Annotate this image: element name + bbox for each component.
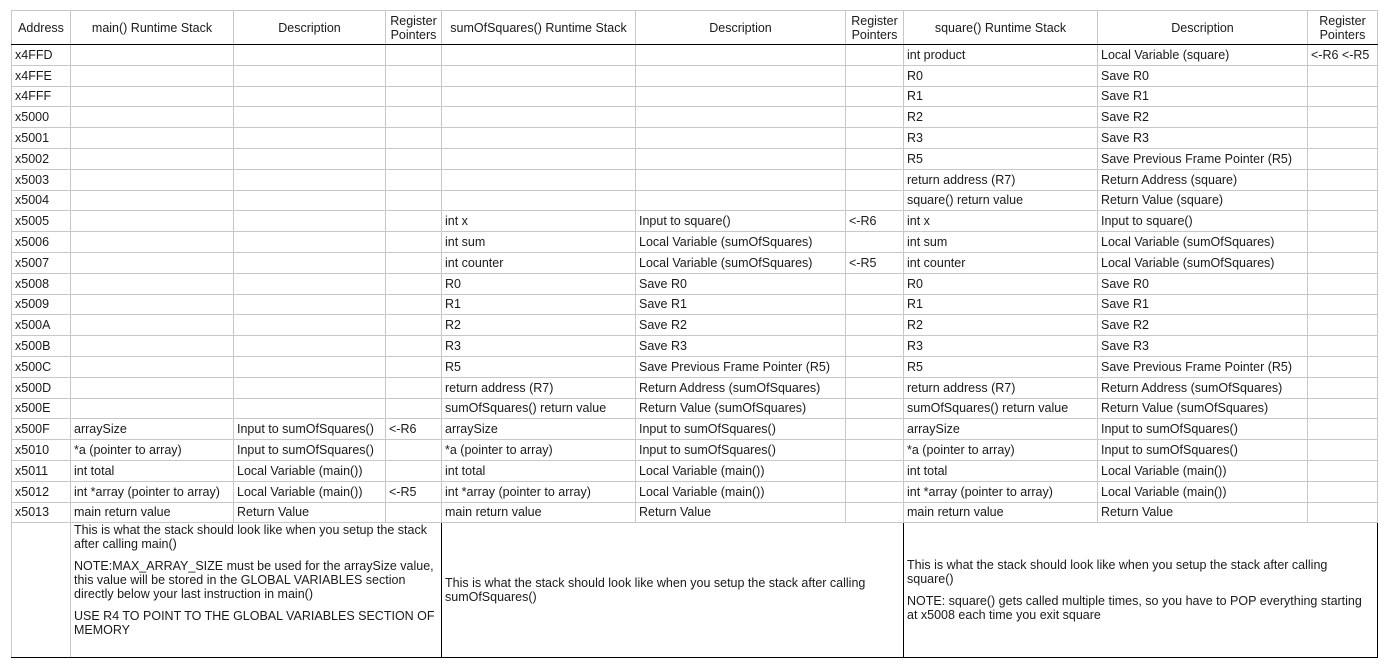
sumofsquares-pointer-cell bbox=[846, 460, 904, 481]
square-description-cell: Save Previous Frame Pointer (R5) bbox=[1098, 356, 1308, 377]
sumofsquares-description-cell bbox=[636, 148, 846, 169]
main-stack-cell: int *array (pointer to array) bbox=[71, 481, 234, 502]
sumofsquares-stack-cell bbox=[442, 107, 636, 128]
address-cell: x5006 bbox=[12, 232, 71, 253]
sumofsquares-description-cell: Save R3 bbox=[636, 336, 846, 357]
square-pointer-cell bbox=[1308, 148, 1378, 169]
main-stack-cell bbox=[71, 398, 234, 419]
square-stack-cell: R3 bbox=[904, 336, 1098, 357]
main-description-cell bbox=[234, 336, 386, 357]
square-pointer-cell bbox=[1308, 65, 1378, 86]
main-description-cell bbox=[234, 294, 386, 315]
table-row bbox=[12, 128, 1378, 149]
sumofsquares-stack-cell: R2 bbox=[442, 315, 636, 336]
main-stack-cell bbox=[71, 273, 234, 294]
main-stack-cell bbox=[71, 148, 234, 169]
header-square-register-pointers: Register Pointers bbox=[1308, 11, 1378, 45]
main-pointer-cell bbox=[386, 86, 442, 107]
square-description-cell: Local Variable (sumOfSquares) bbox=[1098, 232, 1308, 253]
square-description-cell: Save R3 bbox=[1098, 336, 1308, 357]
square-description-cell: Input to sumOfSquares() bbox=[1098, 440, 1308, 461]
main-stack-cell bbox=[71, 315, 234, 336]
address-cell: x5010 bbox=[12, 440, 71, 461]
square-pointer-cell bbox=[1308, 419, 1378, 440]
square-description-cell: Local Variable (sumOfSquares) bbox=[1098, 252, 1308, 273]
address-cell: x4FFE bbox=[12, 65, 71, 86]
square-stack-cell: R5 bbox=[904, 148, 1098, 169]
table-row bbox=[12, 294, 1378, 315]
sumofsquares-pointer-cell bbox=[846, 128, 904, 149]
main-stack-cell bbox=[71, 107, 234, 128]
sumofsquares-description-cell bbox=[636, 190, 846, 211]
sumofsquares-description-cell: Input to sumOfSquares() bbox=[636, 419, 846, 440]
header-main-stack: main() Runtime Stack bbox=[71, 11, 234, 45]
main-description-cell bbox=[234, 356, 386, 377]
address-cell: x5003 bbox=[12, 169, 71, 190]
table-row bbox=[12, 169, 1378, 190]
main-description-cell: Local Variable (main()) bbox=[234, 481, 386, 502]
sumofsquares-stack-cell bbox=[442, 86, 636, 107]
sumofsquares-pointer-cell bbox=[846, 65, 904, 86]
square-description-cell: Return Value (sumOfSquares) bbox=[1098, 398, 1308, 419]
main-stack-cell bbox=[71, 128, 234, 149]
main-pointer-cell bbox=[386, 294, 442, 315]
square-stack-cell: R0 bbox=[904, 273, 1098, 294]
main-description-cell bbox=[234, 65, 386, 86]
sumofsquares-pointer-cell bbox=[846, 86, 904, 107]
sumofsquares-description-cell bbox=[636, 169, 846, 190]
square-stack-cell: int sum bbox=[904, 232, 1098, 253]
square-stack-cell: R2 bbox=[904, 107, 1098, 128]
square-description-cell: Local Variable (main()) bbox=[1098, 460, 1308, 481]
square-pointer-cell bbox=[1308, 481, 1378, 502]
sumofsquares-pointer-cell bbox=[846, 169, 904, 190]
main-stack-cell bbox=[71, 336, 234, 357]
table-row bbox=[12, 107, 1378, 128]
square-pointer-cell bbox=[1308, 273, 1378, 294]
sumofsquares-description-cell bbox=[636, 65, 846, 86]
table-row bbox=[12, 315, 1378, 336]
main-notes bbox=[71, 523, 442, 658]
sumofsquares-description-cell bbox=[636, 45, 846, 66]
header-address: Address bbox=[12, 11, 71, 45]
sumofsquares-pointer-cell bbox=[846, 107, 904, 128]
address-cell: x5008 bbox=[12, 273, 71, 294]
table-row bbox=[12, 273, 1378, 294]
sumofsquares-stack-cell: R1 bbox=[442, 294, 636, 315]
note-paragraph: NOTE: square() gets called multiple times, so you have to POP everything starting at x5008 each time you exit square bbox=[907, 594, 1362, 623]
main-description-cell bbox=[234, 398, 386, 419]
table-row bbox=[12, 377, 1378, 398]
square-pointer-cell bbox=[1308, 356, 1378, 377]
square-description-cell: Save R1 bbox=[1098, 86, 1308, 107]
main-description-cell bbox=[234, 45, 386, 66]
square-pointer-cell bbox=[1308, 107, 1378, 128]
address-cell: x4FFF bbox=[12, 86, 71, 107]
address-cell: x5004 bbox=[12, 190, 71, 211]
square-stack-cell: return address (R7) bbox=[904, 377, 1098, 398]
address-cell: x4FFD bbox=[12, 45, 71, 66]
main-description-cell: Local Variable (main()) bbox=[234, 460, 386, 481]
square-pointer-cell bbox=[1308, 252, 1378, 273]
square-description-cell: Return Address (sumOfSquares) bbox=[1098, 377, 1308, 398]
sumofsquares-description-cell: Local Variable (main()) bbox=[636, 481, 846, 502]
address-cell: x500B bbox=[12, 336, 71, 357]
main-stack-cell bbox=[71, 45, 234, 66]
main-pointer-cell bbox=[386, 315, 442, 336]
square-pointer-cell bbox=[1308, 294, 1378, 315]
sumofsquares-pointer-cell bbox=[846, 336, 904, 357]
note-paragraph: This is what the stack should look like when you setup the stack after calling square() bbox=[907, 558, 1328, 587]
main-pointer-cell bbox=[386, 169, 442, 190]
square-pointer-cell bbox=[1308, 315, 1378, 336]
sumofsquares-pointer-cell bbox=[846, 481, 904, 502]
square-pointer-cell bbox=[1308, 128, 1378, 149]
square-description-cell: Save R1 bbox=[1098, 294, 1308, 315]
main-description-cell bbox=[234, 148, 386, 169]
square-stack-cell: *a (pointer to array) bbox=[904, 440, 1098, 461]
table-row bbox=[12, 336, 1378, 357]
sumofsquares-pointer-cell bbox=[846, 273, 904, 294]
main-pointer-cell bbox=[386, 45, 442, 66]
header-main-description: Description bbox=[234, 11, 386, 45]
address-cell: x500C bbox=[12, 356, 71, 377]
main-stack-cell: int total bbox=[71, 460, 234, 481]
square-stack-cell: int total bbox=[904, 460, 1098, 481]
main-description-cell bbox=[234, 169, 386, 190]
address-cell: x5007 bbox=[12, 252, 71, 273]
main-description-cell bbox=[234, 190, 386, 211]
main-stack-cell bbox=[71, 252, 234, 273]
sumofsquares-description-cell: Local Variable (main()) bbox=[636, 460, 846, 481]
note-paragraph: This is what the stack should look like when you setup the stack after calling main() bbox=[74, 523, 427, 552]
sumofsquares-pointer-cell bbox=[846, 377, 904, 398]
main-description-cell bbox=[234, 273, 386, 294]
square-pointer-cell: <-R6 <-R5 bbox=[1308, 45, 1378, 66]
square-description-cell: Local Variable (square) bbox=[1098, 45, 1308, 66]
square-stack-cell: square() return value bbox=[904, 190, 1098, 211]
square-description-cell: Save R0 bbox=[1098, 65, 1308, 86]
square-stack-cell: R3 bbox=[904, 128, 1098, 149]
square-notes bbox=[904, 523, 1378, 658]
sumofsquares-pointer-cell bbox=[846, 190, 904, 211]
address-cell: x5012 bbox=[12, 481, 71, 502]
main-pointer-cell bbox=[386, 440, 442, 461]
main-pointer-cell bbox=[386, 377, 442, 398]
table-row bbox=[12, 232, 1378, 253]
sumofsquares-stack-cell bbox=[442, 190, 636, 211]
sumofsquares-pointer-cell bbox=[846, 315, 904, 336]
main-pointer-cell bbox=[386, 148, 442, 169]
sumofsquares-description-cell: Input to sumOfSquares() bbox=[636, 440, 846, 461]
table-body bbox=[12, 11, 1378, 658]
sumofsquares-stack-cell: *a (pointer to array) bbox=[442, 440, 636, 461]
sumofsquares-description-cell: Return Value (sumOfSquares) bbox=[636, 398, 846, 419]
square-description-cell: Save R2 bbox=[1098, 315, 1308, 336]
main-pointer-cell: <-R6 bbox=[386, 419, 442, 440]
sumofsquares-description-cell: Return Value bbox=[636, 502, 846, 523]
main-pointer-cell bbox=[386, 502, 442, 523]
main-pointer-cell bbox=[386, 273, 442, 294]
main-stack-cell bbox=[71, 294, 234, 315]
square-stack-cell: return address (R7) bbox=[904, 169, 1098, 190]
sumofsquares-pointer-cell bbox=[846, 502, 904, 523]
table-row bbox=[12, 148, 1378, 169]
sumofsquares-pointer-cell bbox=[846, 45, 904, 66]
square-pointer-cell bbox=[1308, 336, 1378, 357]
table-row bbox=[12, 86, 1378, 107]
square-stack-cell: arraySize bbox=[904, 419, 1098, 440]
main-pointer-cell bbox=[386, 252, 442, 273]
header-square-description: Description bbox=[1098, 11, 1308, 45]
address-cell: x5013 bbox=[12, 502, 71, 523]
note-paragraph: This is what the stack should look like when you setup the stack after calling sumOfSquares() bbox=[445, 576, 866, 605]
sumofsquares-stack-cell bbox=[442, 148, 636, 169]
main-stack-cell: arraySize bbox=[71, 419, 234, 440]
sumofsquares-description-cell: Save Previous Frame Pointer (R5) bbox=[636, 356, 846, 377]
square-pointer-cell bbox=[1308, 86, 1378, 107]
main-pointer-cell bbox=[386, 356, 442, 377]
table-row bbox=[12, 398, 1378, 419]
square-pointer-cell bbox=[1308, 398, 1378, 419]
sumofsquares-pointer-cell bbox=[846, 294, 904, 315]
sumofsquares-pointer-cell bbox=[846, 356, 904, 377]
sumofsquares-description-cell: Input to square() bbox=[636, 211, 846, 232]
main-description-cell bbox=[234, 211, 386, 232]
sumofsquares-pointer-cell bbox=[846, 419, 904, 440]
sumofsquares-pointer-cell bbox=[846, 440, 904, 461]
square-description-cell: Local Variable (main()) bbox=[1098, 481, 1308, 502]
main-pointer-cell bbox=[386, 128, 442, 149]
sumofsquares-stack-cell: int sum bbox=[442, 232, 636, 253]
table-row bbox=[12, 252, 1378, 273]
main-description-cell bbox=[234, 232, 386, 253]
main-description-cell bbox=[234, 107, 386, 128]
square-description-cell: Save R3 bbox=[1098, 128, 1308, 149]
table-row bbox=[12, 419, 1378, 440]
address-cell: x5009 bbox=[12, 294, 71, 315]
main-stack-cell bbox=[71, 356, 234, 377]
sumofsquares-stack-cell: int total bbox=[442, 460, 636, 481]
header-sumofsquares-stack: sumOfSquares() Runtime Stack bbox=[442, 11, 636, 45]
sumofsquares-stack-cell: arraySize bbox=[442, 419, 636, 440]
sumofsquares-description-cell: Local Variable (sumOfSquares) bbox=[636, 232, 846, 253]
main-pointer-cell bbox=[386, 211, 442, 232]
sumofsquares-stack-cell: R5 bbox=[442, 356, 636, 377]
main-stack-cell: main return value bbox=[71, 502, 234, 523]
sumofsquares-pointer-cell: <-R6 bbox=[846, 211, 904, 232]
table-row bbox=[12, 460, 1378, 481]
table-row bbox=[12, 190, 1378, 211]
sumofsquares-pointer-cell: <-R5 bbox=[846, 252, 904, 273]
square-description-cell: Input to sumOfSquares() bbox=[1098, 419, 1308, 440]
address-cell: x5005 bbox=[12, 211, 71, 232]
sumofsquares-description-cell: Local Variable (sumOfSquares) bbox=[636, 252, 846, 273]
square-pointer-cell bbox=[1308, 190, 1378, 211]
main-stack-cell bbox=[71, 86, 234, 107]
square-pointer-cell bbox=[1308, 232, 1378, 253]
square-pointer-cell bbox=[1308, 211, 1378, 232]
main-description-cell bbox=[234, 128, 386, 149]
main-stack-cell bbox=[71, 190, 234, 211]
square-description-cell: Save R2 bbox=[1098, 107, 1308, 128]
sumofsquares-stack-cell bbox=[442, 169, 636, 190]
main-description-cell bbox=[234, 377, 386, 398]
square-description-cell: Return Address (square) bbox=[1098, 169, 1308, 190]
table-row bbox=[12, 481, 1378, 502]
square-stack-cell: int *array (pointer to array) bbox=[904, 481, 1098, 502]
square-stack-cell: int counter bbox=[904, 252, 1098, 273]
sumofsquares-description-cell: Return Address (sumOfSquares) bbox=[636, 377, 846, 398]
square-stack-cell: R2 bbox=[904, 315, 1098, 336]
sumofsquares-description-cell: Save R0 bbox=[636, 273, 846, 294]
sumofsquares-pointer-cell bbox=[846, 232, 904, 253]
square-pointer-cell bbox=[1308, 377, 1378, 398]
main-description-cell: Input to sumOfSquares() bbox=[234, 440, 386, 461]
main-stack-cell bbox=[71, 232, 234, 253]
table-row bbox=[12, 356, 1378, 377]
main-description-cell: Input to sumOfSquares() bbox=[234, 419, 386, 440]
note-paragraph: USE R4 TO POINT TO THE GLOBAL VARIABLES SECTION OF MEMORY bbox=[74, 609, 435, 638]
table-row bbox=[12, 45, 1378, 66]
sumofsquares-description-cell bbox=[636, 107, 846, 128]
square-pointer-cell bbox=[1308, 460, 1378, 481]
address-cell: x500D bbox=[12, 377, 71, 398]
square-description-cell: Return Value bbox=[1098, 502, 1308, 523]
sumofsquares-stack-cell: int *array (pointer to array) bbox=[442, 481, 636, 502]
address-cell: x5002 bbox=[12, 148, 71, 169]
table-row bbox=[12, 502, 1378, 523]
sumofsquares-pointer-cell bbox=[846, 398, 904, 419]
address-cell: x500A bbox=[12, 315, 71, 336]
sumofsquares-description-cell: Save R1 bbox=[636, 294, 846, 315]
square-stack-cell: int x bbox=[904, 211, 1098, 232]
notes-row bbox=[12, 523, 1378, 658]
square-stack-cell: R0 bbox=[904, 65, 1098, 86]
main-pointer-cell bbox=[386, 65, 442, 86]
main-description-cell: Return Value bbox=[234, 502, 386, 523]
sumofsquares-notes bbox=[442, 523, 904, 658]
sumofsquares-stack-cell bbox=[442, 128, 636, 149]
square-pointer-cell bbox=[1308, 440, 1378, 461]
table-row bbox=[12, 440, 1378, 461]
sumofsquares-stack-cell bbox=[442, 45, 636, 66]
main-pointer-cell: <-R5 bbox=[386, 481, 442, 502]
main-stack-cell bbox=[71, 65, 234, 86]
main-pointer-cell bbox=[386, 398, 442, 419]
square-pointer-cell bbox=[1308, 169, 1378, 190]
address-cell: x500F bbox=[12, 419, 71, 440]
table-row bbox=[12, 211, 1378, 232]
main-pointer-cell bbox=[386, 336, 442, 357]
main-description-cell bbox=[234, 86, 386, 107]
sumofsquares-stack-cell bbox=[442, 65, 636, 86]
header-square-stack: square() Runtime Stack bbox=[904, 11, 1098, 45]
square-stack-cell: R1 bbox=[904, 294, 1098, 315]
main-stack-cell bbox=[71, 211, 234, 232]
square-description-cell: Return Value (square) bbox=[1098, 190, 1308, 211]
main-description-cell bbox=[234, 252, 386, 273]
square-stack-cell: R5 bbox=[904, 356, 1098, 377]
main-pointer-cell bbox=[386, 460, 442, 481]
square-stack-cell: main return value bbox=[904, 502, 1098, 523]
square-description-cell: Save R0 bbox=[1098, 273, 1308, 294]
main-description-cell bbox=[234, 315, 386, 336]
main-stack-cell bbox=[71, 377, 234, 398]
runtime-stack-table bbox=[11, 10, 1378, 658]
note-paragraph: NOTE:MAX_ARRAY_SIZE must be used for the arraySize value, this value will be stored in the GLOBAL VARIABLES section directly below your last instruction in main() bbox=[74, 559, 434, 602]
header-sumofsquares-description: Description bbox=[636, 11, 846, 45]
header-main-register-pointers: Register Pointers bbox=[386, 11, 442, 45]
sumofsquares-pointer-cell bbox=[846, 148, 904, 169]
header-row bbox=[12, 11, 1378, 45]
sumofsquares-stack-cell: sumOfSquares() return value bbox=[442, 398, 636, 419]
header-sumofsquares-register-pointers: Register Pointers bbox=[846, 11, 904, 45]
address-cell: x5011 bbox=[12, 460, 71, 481]
square-pointer-cell bbox=[1308, 502, 1378, 523]
notes-address-cell bbox=[12, 523, 71, 658]
main-pointer-cell bbox=[386, 107, 442, 128]
sumofsquares-description-cell bbox=[636, 128, 846, 149]
sumofsquares-stack-cell: int x bbox=[442, 211, 636, 232]
table-row bbox=[12, 65, 1378, 86]
sumofsquares-stack-cell: R3 bbox=[442, 336, 636, 357]
square-stack-cell: int product bbox=[904, 45, 1098, 66]
address-cell: x5001 bbox=[12, 128, 71, 149]
square-description-cell: Input to square() bbox=[1098, 211, 1308, 232]
main-stack-cell: *a (pointer to array) bbox=[71, 440, 234, 461]
sumofsquares-description-cell: Save R2 bbox=[636, 315, 846, 336]
main-pointer-cell bbox=[386, 232, 442, 253]
square-stack-cell: R1 bbox=[904, 86, 1098, 107]
square-stack-cell: sumOfSquares() return value bbox=[904, 398, 1098, 419]
sumofsquares-stack-cell: int counter bbox=[442, 252, 636, 273]
sumofsquares-stack-cell: return address (R7) bbox=[442, 377, 636, 398]
address-cell: x500E bbox=[12, 398, 71, 419]
sumofsquares-stack-cell: main return value bbox=[442, 502, 636, 523]
sumofsquares-description-cell bbox=[636, 86, 846, 107]
sumofsquares-stack-cell: R0 bbox=[442, 273, 636, 294]
main-stack-cell bbox=[71, 169, 234, 190]
square-description-cell: Save Previous Frame Pointer (R5) bbox=[1098, 148, 1308, 169]
address-cell: x5000 bbox=[12, 107, 71, 128]
main-pointer-cell bbox=[386, 190, 442, 211]
